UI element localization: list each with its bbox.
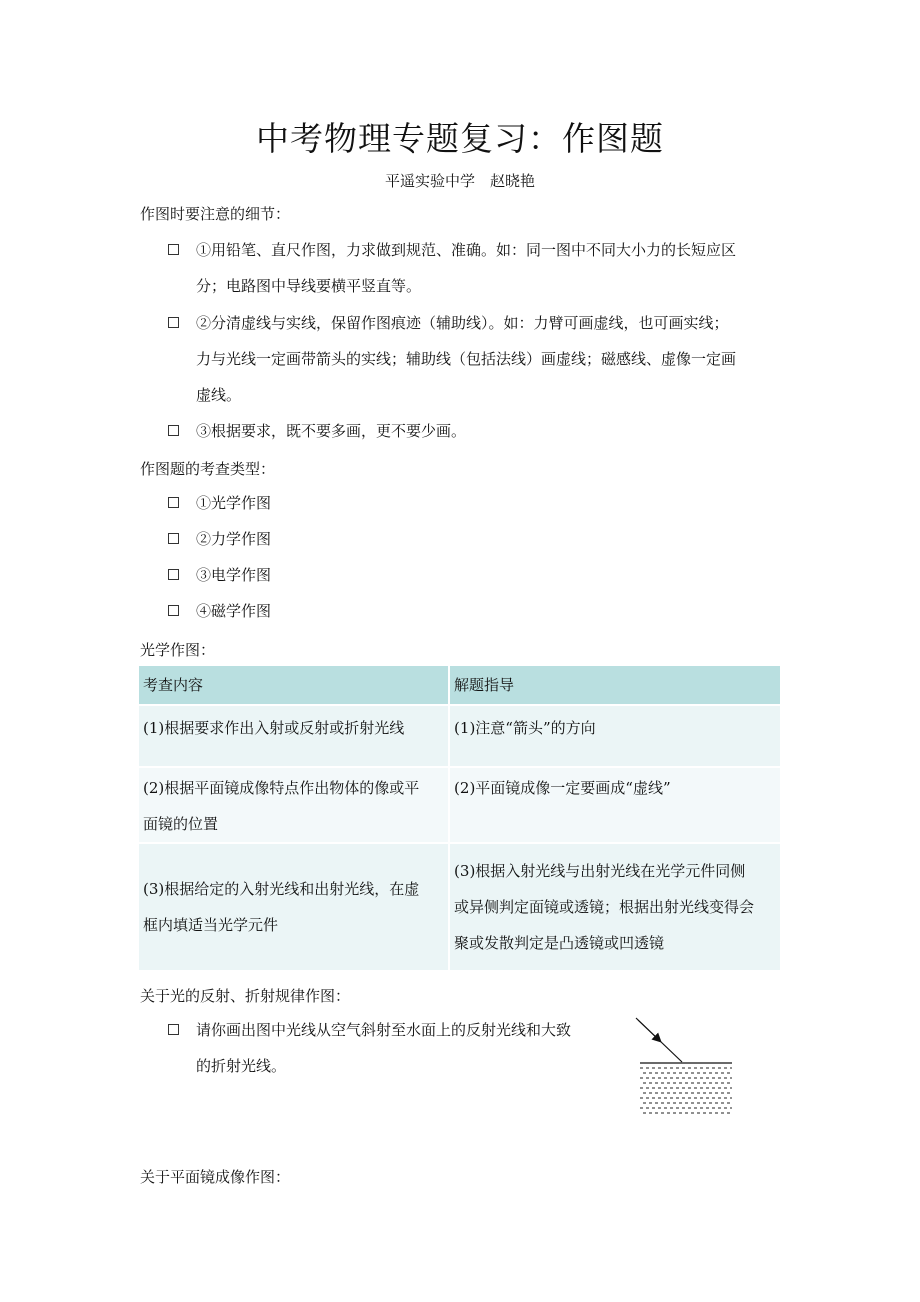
types-item-1: [168, 485, 788, 521]
table-cell: [139, 843, 449, 971]
checkbox-icon: [168, 569, 179, 580]
table-header-cell: 考查内容: [139, 666, 449, 705]
cell-line: (1)根据要求作出入射或反射或折射光线: [143, 719, 405, 737]
details-item-1: [168, 232, 788, 304]
details-heading: 作图时要注意的细节：: [140, 205, 291, 223]
details-item-2-line3: 虚线。: [196, 386, 242, 404]
cell-line: (2)根据平面镜成像特点作出物体的像或平: [143, 779, 420, 797]
checkbox-icon: [168, 244, 179, 255]
cell-line: 面镜的位置: [143, 815, 219, 833]
details-item-3-line1: ③根据要求，既不要多画，更不要少画。: [196, 422, 467, 440]
checkbox-icon: [168, 1024, 179, 1035]
table-cell: [449, 843, 781, 971]
checkbox-icon: [168, 533, 179, 544]
types-item-label: ①光学作图: [196, 494, 272, 512]
reflection-item-line1: 请你画出图中光线从空气斜射至水面上的反射光线和大致: [196, 1021, 572, 1039]
checkbox-icon: [168, 497, 179, 508]
water-surface-figure: [630, 1012, 740, 1122]
types-item-4: [168, 593, 788, 629]
table-header-row: [139, 666, 781, 705]
water-body: [640, 1068, 732, 1113]
cell-line: (3)根据入射光线与出射光线在光学元件同侧: [454, 862, 746, 880]
details-item-2: [168, 305, 788, 413]
table-cell: [139, 705, 449, 767]
details-item-1-line2: 分；电路图中导线要横平竖直等。: [196, 277, 422, 295]
cell-line: 框内填适当光学元件: [143, 916, 279, 934]
table-cell: [449, 767, 781, 843]
types-heading: 作图题的考查类型：: [140, 460, 276, 478]
incident-ray-arrow: [638, 1020, 660, 1041]
checkbox-icon: [168, 317, 179, 328]
types-item-label: ④磁学作图: [196, 602, 272, 620]
types-item-label: ③电学作图: [196, 566, 272, 584]
types-item-label: ②力学作图: [196, 530, 272, 548]
table-cell: [449, 705, 781, 767]
reflection-item-line2: 的折射光线。: [196, 1057, 287, 1075]
details-item-1-line1: ①用铅笔、直尺作图，力求做到规范、准确。如：同一图中不同大小力的长短应区: [196, 241, 737, 259]
page-title: 中考物理专题复习：作图题: [256, 119, 664, 158]
table-row: [139, 843, 781, 971]
table-row: [139, 705, 781, 767]
cell-line: (2)平面镜成像一定要画成“虚线”: [454, 779, 671, 797]
details-item-3: [168, 413, 788, 449]
types-item-3: [168, 557, 788, 593]
types-item-2: [168, 521, 788, 557]
reflection-heading: 关于光的反射、折射规律作图：: [140, 987, 351, 1005]
page-subtitle: 平遥实验中学 赵晓艳: [384, 172, 535, 190]
cell-line: 或异侧判定面镜或透镜；根据出射光线变得会: [454, 898, 755, 916]
cell-line: 聚或发散判定是凸透镜或凹透镜: [454, 934, 665, 952]
checkbox-icon: [168, 605, 179, 616]
table-cell: [139, 767, 449, 843]
table-row: [139, 767, 781, 843]
checkbox-icon: [168, 425, 179, 436]
optics-table: [139, 666, 782, 972]
details-item-2-line1: ②分清虚线与实线，保留作图痕迹（辅助线）。如：力臂可画虚线，也可画实线；: [196, 314, 729, 332]
optics-heading: 光学作图：: [140, 641, 216, 659]
reflection-item: [168, 1012, 608, 1084]
table-header-cell: 解题指导: [449, 666, 781, 705]
cell-line: (1)注意“箭头”的方向: [454, 719, 596, 737]
cell-line: (3)根据给定的入射光线和出射光线，在虚: [143, 880, 420, 898]
mirror-heading: 关于平面镜成像作图：: [140, 1168, 291, 1186]
details-item-2-line2: 力与光线一定画带箭头的实线；辅助线（包括法线）画虚线；磁感线、虚像一定画: [196, 350, 737, 368]
